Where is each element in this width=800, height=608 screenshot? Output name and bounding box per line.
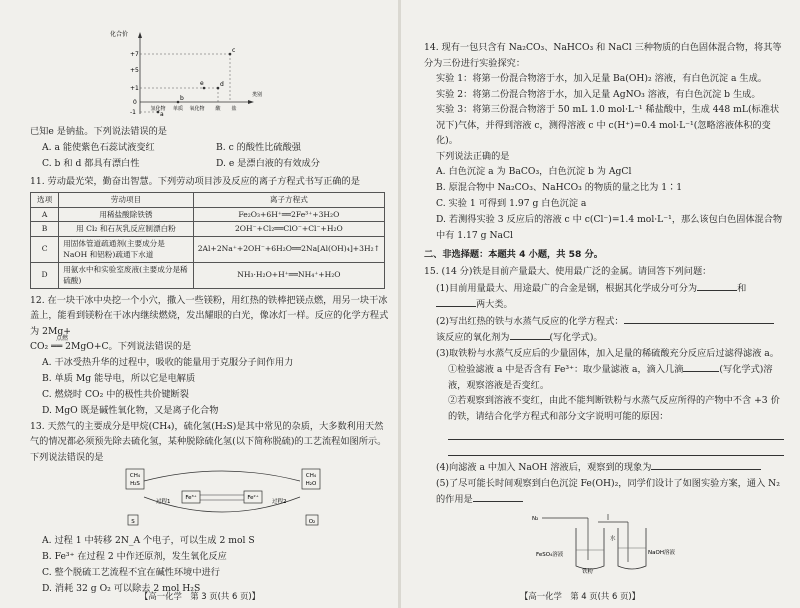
q15-part2-text: (2)写出红热的铁与水蒸气反应的化学方程式： — [436, 315, 624, 327]
q14-stem: 14. 现有一包只含有 Na₂CO₃、NaHCO₃ 和 NaCl 三种物质的白色固体混合物，将其等分为三份进行实验探究： — [424, 42, 782, 69]
table-cell: 用 Cl₂ 和石灰乳反应制漂白粉 — [59, 222, 194, 237]
q15-part1-end: 两大类。 — [476, 299, 513, 310]
q12-option-b[interactable]: B. 单质 Mg 能导电，所以它是电解质 — [42, 372, 196, 384]
tube-a — [576, 528, 604, 569]
q14-option-c[interactable]: C. 实验 1 可得到 1.97 g 白色沉淀 a — [436, 198, 587, 209]
category-label: 氧化物 — [189, 106, 205, 112]
point-e — [203, 87, 206, 90]
y-axis-label: 化合价 — [110, 31, 129, 38]
sulfur-label: S — [131, 519, 135, 525]
answer-line[interactable] — [448, 424, 784, 440]
gas-label: CH₄ — [129, 473, 141, 479]
fe-oh2-apparatus — [528, 510, 688, 574]
q13-option-d[interactable]: D. 消耗 32 g O₂ 可以除去 2 mol H₂S — [42, 583, 201, 594]
q15-part1 — [424, 280, 784, 313]
point-label: b — [180, 95, 184, 102]
q13-option-a[interactable]: A. 过程 1 中转移 2N_A 个电子，可以生成 2 mol S — [42, 535, 255, 546]
table-header: 离子方程式 — [193, 193, 384, 208]
q13-option-c[interactable]: C. 整个脱硫工艺流程不宜在碱性环境中进行 — [42, 567, 220, 578]
section-2-title: 二、非选择题：本题共 4 小题，共 58 分。 — [424, 249, 603, 260]
q15-part2b-end: (写化学式)。 — [549, 332, 603, 343]
table-cell: 用稀盐酸除铁锈 — [59, 207, 194, 222]
point-label: d — [220, 81, 224, 88]
answer-blank[interactable] — [683, 361, 719, 372]
footer-left: 【高一化学 第 3 页(共 6 页)】 — [140, 591, 260, 601]
process1-label: 过程1 — [156, 499, 171, 505]
q10-stem: 已知e 是钠盐。下列说法错误的是 — [30, 126, 167, 137]
answer-blank[interactable] — [624, 313, 774, 324]
q15-part2 — [424, 313, 784, 330]
table-cell: B — [31, 222, 59, 237]
q15-part5 — [424, 476, 784, 508]
fe3-label: Fe³⁺ — [185, 495, 197, 501]
q12-equation: CO₂ ══ 2MgO+C。下列说法错误的是 — [30, 341, 192, 352]
table-header-row — [31, 193, 385, 208]
q10-options-row2 — [30, 156, 390, 172]
q11-table — [30, 192, 385, 289]
answer-blank[interactable] — [651, 459, 761, 470]
q10-option-b[interactable]: B. c 的酸性比硫酸强 — [216, 141, 301, 153]
tick-label: +5 — [130, 67, 139, 74]
water-label: 水 — [610, 535, 616, 542]
gas-label: CH₄ — [305, 473, 317, 479]
q12-stem-cont — [30, 335, 390, 355]
answer-blank[interactable] — [697, 280, 737, 291]
q12-option-a[interactable]: A. 干冰受热升华的过程中，吸收的能量用于克服分子间作用力 — [42, 356, 294, 368]
tick-label: 0 — [133, 99, 137, 106]
x-axis-label: 类别 — [252, 92, 263, 98]
point-b — [177, 101, 180, 104]
answer-blank[interactable] — [510, 329, 550, 340]
table-cell: Fe₂O₃+6H⁺══2Fe³⁺+3H₂O — [193, 207, 384, 222]
q15-part2b-text: 该反应的氧化剂为 — [436, 332, 510, 343]
q15-part3a-text: ①检验滤液 a 中是否含有 Fe³⁺：取少量滤液 a，滴入几滴 — [448, 364, 684, 375]
table-cell: 用固体管道疏通剂(主要成分是 NaOH 和铝粉)疏通下水道 — [59, 236, 194, 262]
q15-stem: 15. (14 分)铁是目前产量最大、使用最广泛的金属。请回答下列问题： — [424, 266, 712, 277]
process2-label: 过程2 — [272, 499, 287, 505]
q15-part1-and: 和 — [737, 282, 747, 294]
x-arrow — [248, 100, 254, 104]
point-d — [217, 87, 220, 90]
table-cell: C — [31, 236, 59, 262]
upper-arc — [144, 471, 300, 481]
q10-option-c[interactable]: C. b 和 d 都具有漂白性 — [42, 157, 140, 169]
answer-blank[interactable] — [436, 296, 476, 307]
q14-option-d[interactable]: D. 若测得实验 3 反应后的溶液 c 中 c(Cl⁻)=1.4 mol·L⁻¹，那么该包白色固体混合物中有 1.17 g NaCl — [436, 214, 783, 241]
gas-label: H₂S — [130, 481, 140, 487]
q13-flow-diagram — [122, 467, 322, 531]
naoh-label: NaOH溶液 — [648, 549, 675, 556]
oxygen-label: O₂ — [308, 519, 316, 525]
q15-part1-text: (1)目前用量最大、用途最广的合金是钢，根据其化学成分可分为 — [436, 282, 698, 294]
q12-option-c[interactable]: C. 燃烧时 CO₂ 中的极性共价键断裂 — [42, 388, 189, 400]
q13-stem: 13. 天然气的主要成分是甲烷(CH₄)，硫化氢(H₂S)是其中常见的杂质，大多数利用天然气的情况都必须预先除去硫化氢，某种脱除硫化氢(以下简称脱硫)的工艺流程如图所示。下列说法错误的是 — [30, 420, 387, 463]
answer-blank[interactable] — [473, 491, 523, 502]
q15-part3: (3)取铁粉与水蒸气反应后的少量固体，加入足量的稀硫酸充分反应后过滤得滤液 a。 — [436, 347, 779, 359]
y-arrow — [138, 32, 142, 38]
q15-part4 — [424, 459, 784, 476]
q15-part2b — [424, 329, 784, 346]
right-page — [400, 0, 800, 608]
q15-part3b: ②若观察到溶液不变红，由此不能判断铁粉与水蒸气反应所得的产物中不含 +3 价的铁，请结合化学方程式和部分文字说明可能的原因： — [448, 395, 780, 422]
q15-part3a-end: (写化学式)溶液，观察溶液是否变红。 — [448, 364, 773, 391]
category-label: 酸 — [215, 106, 221, 112]
q12-stem: 12. 在一块干冰中央挖一个小穴，撒入一些镁粉，用红热的铁棒把镁点燃，用另一块干冰盖上，能看到镁粉在干冰内继续燃烧，发出耀眼的白光，像冰灯一样。反应的化学方程式为 2Mg+ — [30, 294, 389, 337]
fe2-label: Fe²⁺ — [247, 495, 259, 501]
q14-exp2: 实验 2：将第二份混合物溶于水，加入足量 AgNO₃ 溶液，有白色沉淀 b 生成。 — [436, 88, 761, 100]
q11-stem: 11. 劳动最光荣，勤奋出智慧。下列劳动项目涉及反应的离子方程式书写正确的是 — [30, 175, 360, 187]
q15-part5-text: (5)了尽可能长时间观察到白色沉淀 Fe(OH)₂，同学们设计了如图实验方案，通入 N₂ 的作用是 — [436, 477, 780, 505]
left-page — [0, 0, 398, 608]
q10-options-row1 — [30, 140, 390, 156]
table-header: 劳动项目 — [59, 193, 194, 208]
q14-option-a[interactable]: A. 白色沉淀 a 为 BaCO₃，白色沉淀 b 为 AgCl — [436, 166, 632, 177]
table-cell: 2OH⁻+Cl₂══ClO⁻+Cl⁻+H₂O — [193, 222, 384, 237]
q15-part3a — [424, 361, 784, 393]
table-row — [31, 262, 385, 288]
table-cell: 用氨水中和实验室废液(主要成分是稀硫酸) — [59, 262, 194, 288]
q14-option-b[interactable]: B. 原混合物中 Na₂CO₃、NaHCO₃ 的物质的量之比为 1∶1 — [436, 182, 683, 193]
category-label: 氢化物 — [150, 106, 166, 112]
footer-right: 【高一化学 第 4 页(共 6 页)】 — [520, 591, 640, 601]
table-cell: 2Al+2Na⁺+2OH⁻+6H₂O══2Na[Al(OH)₄]+3H₂↑ — [193, 236, 384, 262]
tick-label: -1 — [130, 109, 136, 116]
gas-label: H₂O — [305, 481, 317, 487]
q10-option-a[interactable]: A. a 能使紫色石蕊试液变红 — [42, 141, 155, 153]
answer-line[interactable] — [448, 440, 784, 456]
q12-option-d[interactable]: D. MgO 既是碱性氧化物，又是离子化合物 — [42, 404, 219, 416]
point-c — [229, 53, 232, 56]
category-label: 单质 — [172, 106, 184, 112]
table-cell: D — [31, 262, 59, 288]
point-label: c — [232, 47, 236, 54]
q13-option-b[interactable]: B. Fe³⁺ 在过程 2 中作还原剂，发生氧化反应 — [42, 551, 227, 562]
q10-option-d[interactable]: D. e 是漂白液的有效成分 — [216, 157, 320, 169]
q12-condition: 点燃 — [56, 335, 69, 342]
n2-label: N₂ — [532, 515, 539, 522]
tick-label: +1 — [130, 85, 139, 92]
feso4-label: FeSO₄溶液 — [536, 551, 564, 558]
q15-part4-text: (4)向滤液 a 中加入 NaOH 溶液后，观察到的现象为 — [436, 462, 652, 473]
table-cell: NH₃·H₂O+H⁺══NH₄⁺+H₂O — [193, 262, 384, 288]
category-label: 盐 — [231, 106, 237, 112]
iron-powder-label: 铁粉 — [582, 568, 594, 574]
table-cell: A — [31, 207, 59, 222]
tick-label: +7 — [130, 51, 139, 58]
table-row — [31, 207, 385, 222]
table-header: 选项 — [31, 193, 59, 208]
q14-exp1: 实验 1：将第一份混合物溶于水，加入足量 Ba(OH)₂ 溶液，有白色沉淀 a 生成。 — [436, 73, 767, 84]
table-row — [31, 236, 385, 262]
q14-question: 下列说法正确的是 — [436, 150, 510, 162]
table-row — [31, 222, 385, 237]
q14-exp3: 实验 3：将第三份混合物溶于 50 mL 1.0 mol·L⁻¹ 稀盐酸中，生成 448 mL(标准状况下)气体，并得到溶液 c，测得溶液 c 中 c(H⁺)=0.4 mol·L⁻¹(忽略溶液体积的变化)。 — [436, 104, 780, 146]
point-label: e — [200, 80, 204, 87]
valence-chart — [100, 30, 270, 120]
point-label: a — [160, 111, 164, 118]
tube-b — [618, 528, 646, 569]
